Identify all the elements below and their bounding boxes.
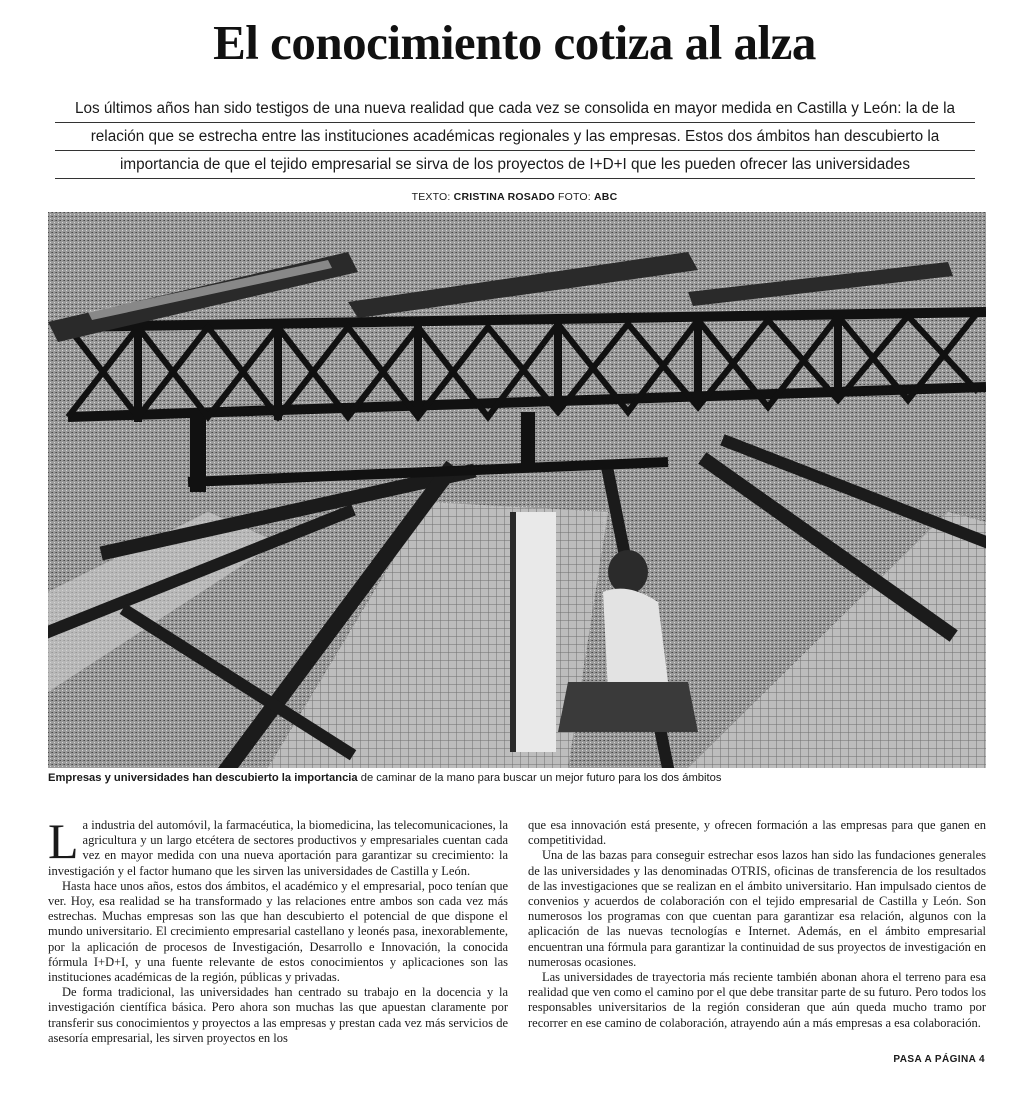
article-photo: [48, 212, 986, 768]
byline-photographer: ABC: [594, 191, 618, 203]
lede-line: Los últimos años han sido testigos de una nueva realidad que cada vez se consolida en mayor medida en Castilla y León: la de la: [55, 95, 975, 123]
body-column-1: [48, 813, 508, 1046]
byline-photo-label: FOTO:: [558, 191, 591, 203]
lede: [55, 95, 975, 179]
byline: [0, 191, 1029, 203]
paragraph: Hasta hace unos años, estos dos ámbitos, el académico y el empresarial, poco tenían que ver. Hoy, esa realidad se ha transformado y las relaciones entre ambos son cada vez más estrechas. Muchas empresas son las que han descubierto el potencial de que dispone el mundo universitario. El crecimiento empresarial castellano y leonés pasa, inexorablemente, por la aplicación de procesos de Investigación, Desarrollo e Innovación, la conocida fórmula I+D+I, y una fuente relevante de estos conocimientos y aplicaciones son las instituciones académicas de la región, públicas y privadas.: [48, 878, 508, 985]
paragraph: De forma tradicional, las universidades han centrado su trabajo en la docencia y la investigación científica básica. Pero ahora son muchas las que apuestan claramente por transferir sus conocimientos y proyectos a las empresas y prestan cada vez más servicios de asesoría empresarial, les sirven proyectos en los: [48, 985, 508, 1045]
paragraph: Las universidades de trayectoria más reciente también abonan ahora el terreno para esa realidad que ven como el camino por el que debe transitar parte de su futuro. Pero todos los responsables universitarios de la región consideran que aún queda mucho tramo por recorrer en ese camino de colaboración, atrayendo aún a más empresas a esa colaboración.: [528, 970, 986, 1030]
paragraph: que esa innovación está presente, y ofrecen formación a las empresas para que ganen en competitividad.: [528, 818, 986, 848]
photo-caption: [48, 772, 988, 784]
paragraph: Una de las bazas para conseguir estrechar esos lazos han sido las fundaciones generales de las universidades y las denominadas OTRIS, oficinas de transferencia de los resultados de las investigaciones que se realizan en el ámbito universitario. Han impulsado cientos de convenios y acuerdos de colaboración con el tejido empresarial de Castilla y León. Son numerosos los programas con que cuentan para garantizar esa relación, algunos con la aplicación de las nuevas tecnologías e Internet. Además, en el ámbito empresarial encuentran una fórmula para garantizar la continuidad de sus proyectos de investigación en numerosas ocasiones.: [528, 848, 986, 969]
paragraph: [48, 813, 508, 879]
headline: El conocimiento cotiza al alza: [213, 15, 816, 70]
drop-cap: L: [48, 813, 79, 869]
photo-illustration: [48, 212, 986, 768]
continued-on-page: PASA A PÁGINA 4: [893, 1054, 985, 1065]
body-column-2: [528, 818, 986, 1031]
paragraph-text: a industria del automóvil, la farmacéutica, la biomedicina, las telecomunicaciones, la agricultura y un largo etcétera de sectores productivos y empresariales cuentan cada vez en mayor medida con una nueva aportación para garantizar su crecimiento: la investigación y el factor humano que les sirven las universidades de Castilla y León.: [48, 818, 508, 878]
lede-line: relación que se estrecha entre las instituciones académicas regionales y las empresas. Estos dos ámbitos han descubierto la: [55, 123, 975, 151]
lede-line: importancia de que el tejido empresarial se sirva de los proyectos de I+D+I que les pueden ofrecer las universidades: [55, 151, 975, 179]
byline-author: CRISTINA ROSADO: [453, 191, 555, 203]
caption-lead: Empresas y universidades han descubierto la importancia: [48, 772, 358, 784]
byline-text-label: TEXTO:: [411, 191, 451, 203]
caption-rest: de caminar de la mano para buscar un mejor futuro para los dos ámbitos: [357, 772, 722, 784]
